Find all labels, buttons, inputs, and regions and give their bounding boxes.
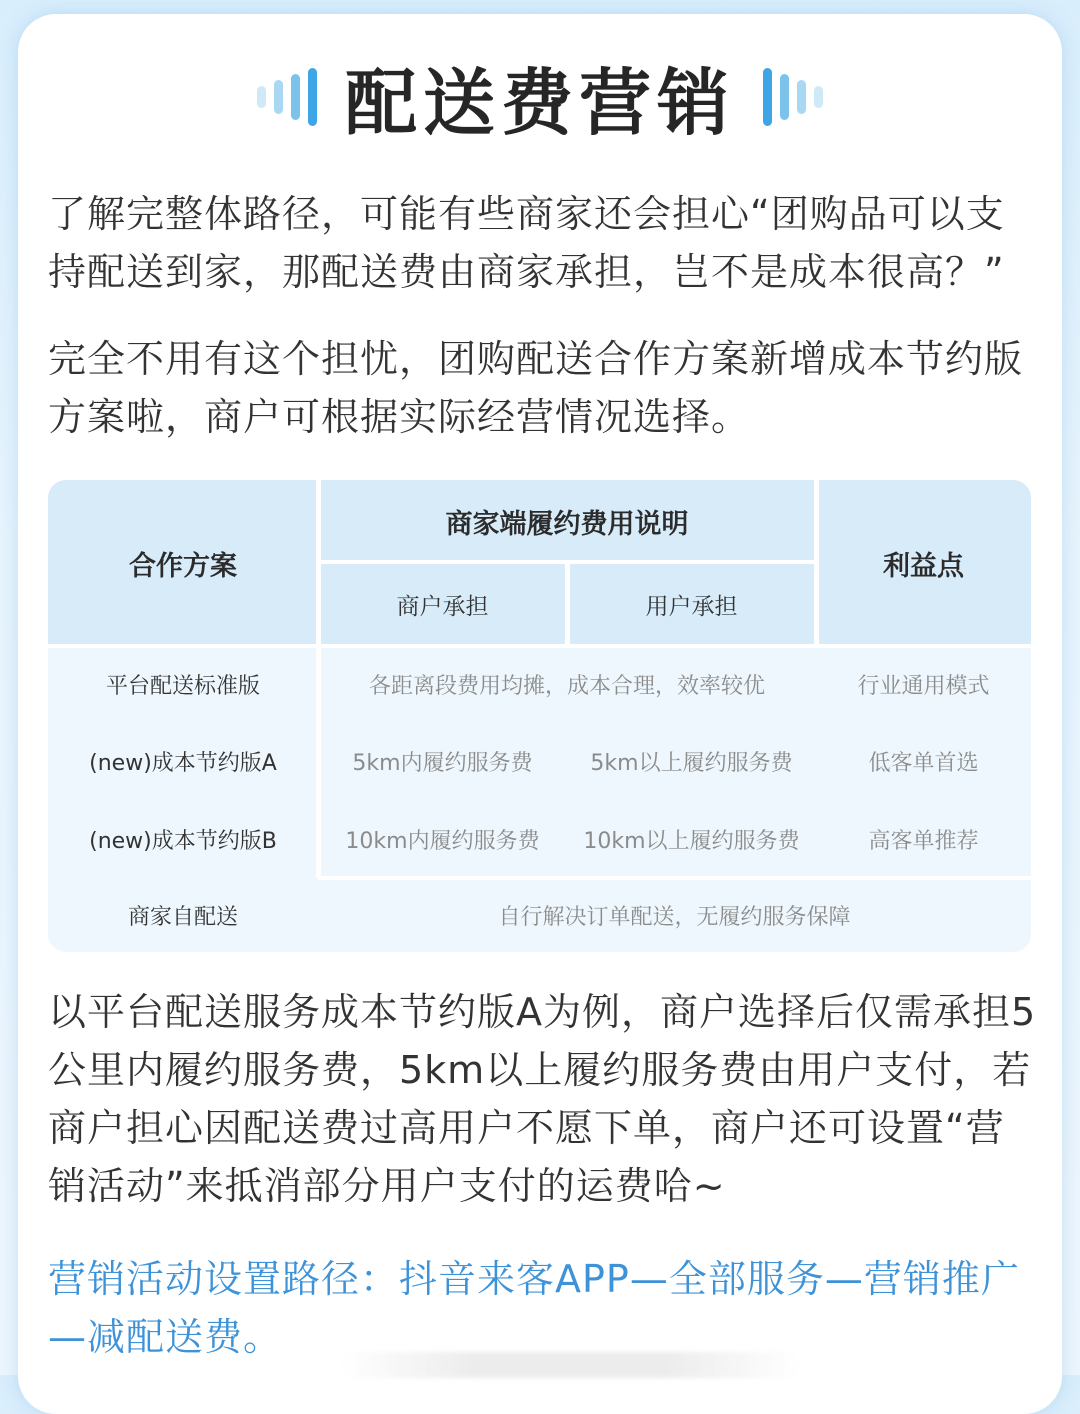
row1-plan: 平台配送标准版 (105, 673, 260, 699)
left-decoration-icon (257, 68, 317, 126)
reassure-paragraph: 完全不用有这个担忧，团购配送合作方案新增成本节约版方案啦，商户可根据实际经营情况选择。 (48, 337, 1024, 439)
row2-user: 5km以上履约服务费 (590, 750, 793, 776)
row3-user: 10km以上履约服务费 (583, 828, 800, 854)
divider (318, 876, 1031, 880)
page-title: 配送费营销 (344, 61, 735, 145)
row3-plan: (new)成本节约版B (89, 828, 277, 854)
plan-table (48, 480, 1031, 952)
row3-benefit: 高客单推荐 (868, 828, 979, 854)
row1-benefit: 行业通用模式 (857, 673, 990, 699)
row2-benefit: 低客单首选 (868, 750, 979, 776)
divider (316, 480, 321, 878)
divider (48, 644, 1031, 648)
divider (565, 562, 570, 646)
row2-plan: (new)成本节约版A (89, 750, 277, 776)
right-decoration-icon (763, 68, 823, 126)
settings-path-paragraph: 营销活动设置路径：抖音来客APP—全部服务—营销推广—减配送费。 (48, 1257, 1020, 1359)
watermark (340, 1352, 800, 1378)
title-row (0, 52, 1080, 145)
header-benefit: 利益点 (816, 480, 1031, 646)
row4-fee: 自行解决订单配送，无履约服务保障 (498, 904, 851, 930)
row4-plan: 商家自配送 (127, 904, 238, 930)
intro-paragraph: 了解完整体路径，可能有些商家还会担心“团购品可以支持配送到家，那配送费由商家承担，岂不是成本很高？” (48, 192, 1005, 294)
divider (318, 560, 816, 564)
row1-fee: 各距离段费用均摊，成本合理，效率较优 (368, 673, 765, 699)
header-user: 用户承担 (567, 562, 816, 646)
header-fee: 商家端履约费用说明 (318, 480, 816, 562)
row3-merchant: 10km内履约服务费 (345, 828, 540, 854)
header-plan: 合作方案 (48, 480, 318, 646)
header-merchant: 商户承担 (318, 562, 567, 646)
row2-merchant: 5km内履约服务费 (352, 750, 533, 776)
example-paragraph: 以平台配送服务成本节约版A为例，商户选择后仅需承担5公里内履约服务费，5km以上履约服务费由用户支付，若商户担心因配送费过高用户不愿下单，商户还可设置“营销活动”来抵消部分用户支付的运费哈~ (48, 990, 1037, 1208)
